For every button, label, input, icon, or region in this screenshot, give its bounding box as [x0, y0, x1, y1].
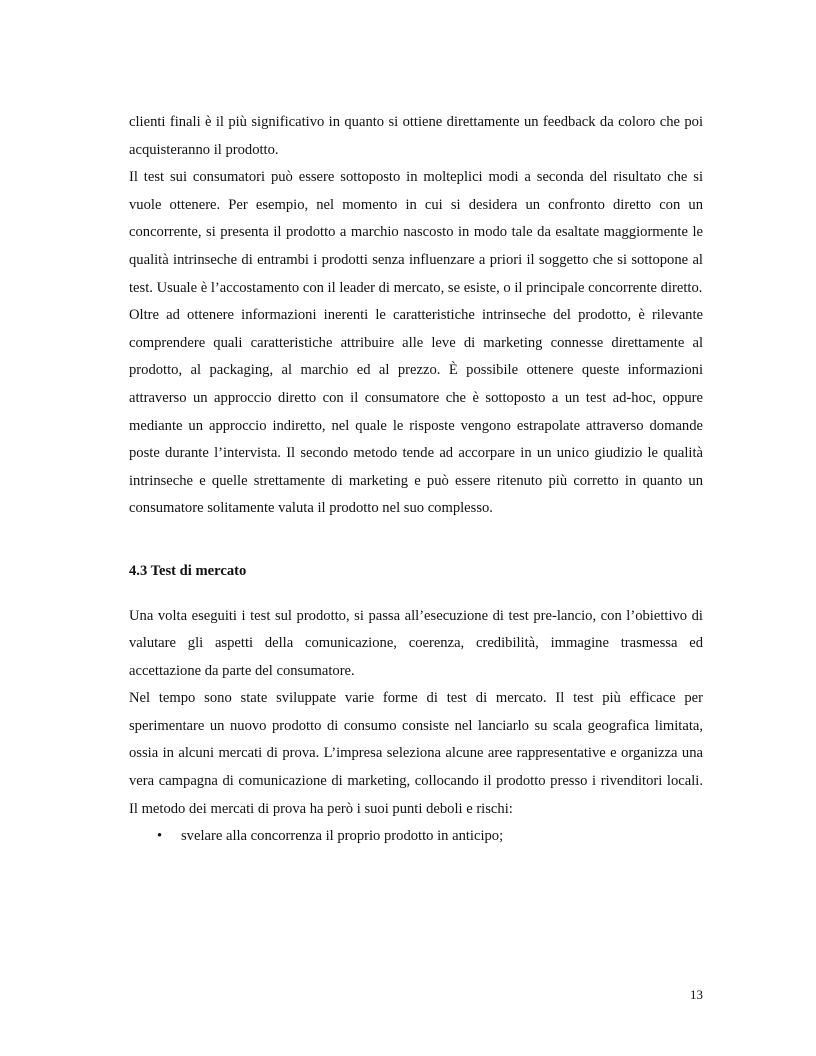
list-item: [129, 823, 703, 851]
section-heading: 4.3 Test di mercato: [129, 562, 247, 579]
document-page: [129, 109, 703, 851]
list-item-text: svelare alla concorrenza il proprio prodotto in anticipo;: [181, 828, 504, 845]
paragraph: Oltre ad ottenere informazioni inerenti le caratteristiche intrinseche del prodotto, è rilevante comprendere quali caratteristiche attribuire alle leve di marketing connesse direttamente al prodotto, al packaging, al marchio ed al prezzo. È possibile ottenere queste informazioni attraverso un approccio diretto con il consumatore che è sottoposto a un test ad-hoc, oppure mediante un approccio indiretto, nel quale le risposte vengono estrapolate attraverso domande poste durante l’intervista. Il secondo metodo tende ad accorpare in un unico giudizio le qualità intrinseche e quelle strettamente di marketing e può essere ritenuto più corretto in quanto un consumatore solitamente valuta il prodotto nel suo complesso.: [129, 307, 703, 517]
page-number: 13: [690, 987, 703, 1002]
spacer: [129, 523, 703, 558]
spacer: [129, 586, 703, 603]
bullet-icon: •: [157, 828, 163, 845]
paragraph: clienti finali è il più significativo in quanto si ottiene direttamente un feedback da coloro che poi acquisteranno il prodotto.: [129, 114, 703, 158]
paragraph: Il test sui consumatori può essere sottoposto in molteplici modi a seconda del risultato che si vuole ottenere. Per esempio, nel momento in cui si desidera un confronto diretto con un concorrente, si presenta il prodotto a marchio nascosto in modo tale da esaltate maggiormente le qualità intrinseche di entrambi i prodotti senza influenzare a priori il soggetto che si sottopone al test. Usuale è l’accostamento con il leader di mercato, se esiste, o il principale concorrente diretto.: [129, 169, 703, 296]
paragraph: Una volta eseguiti i test sul prodotto, si passa all’esecuzione di test pre-lancio, con l’obiettivo di valutare gli aspetti della comunicazione, coerenza, credibilità, immagine trasmessa ed accettazione da parte del consumatore.: [129, 607, 703, 679]
paragraph: Nel tempo sono state sviluppate varie forme di test di mercato. Il test più efficace per sperimentare un nuovo prodotto di consumo consiste nel lanciarlo su scala geografica limitata, ossia in alcuni mercati di prova. L’impresa seleziona alcune aree rappresentative e organizza una vera campagna di comunicazione di marketing, collocando il prodotto presso i rivenditori locali. Il metodo dei mercati di prova ha però i suoi punti deboli e rischi:: [129, 690, 703, 817]
bullet-list: [129, 823, 703, 851]
